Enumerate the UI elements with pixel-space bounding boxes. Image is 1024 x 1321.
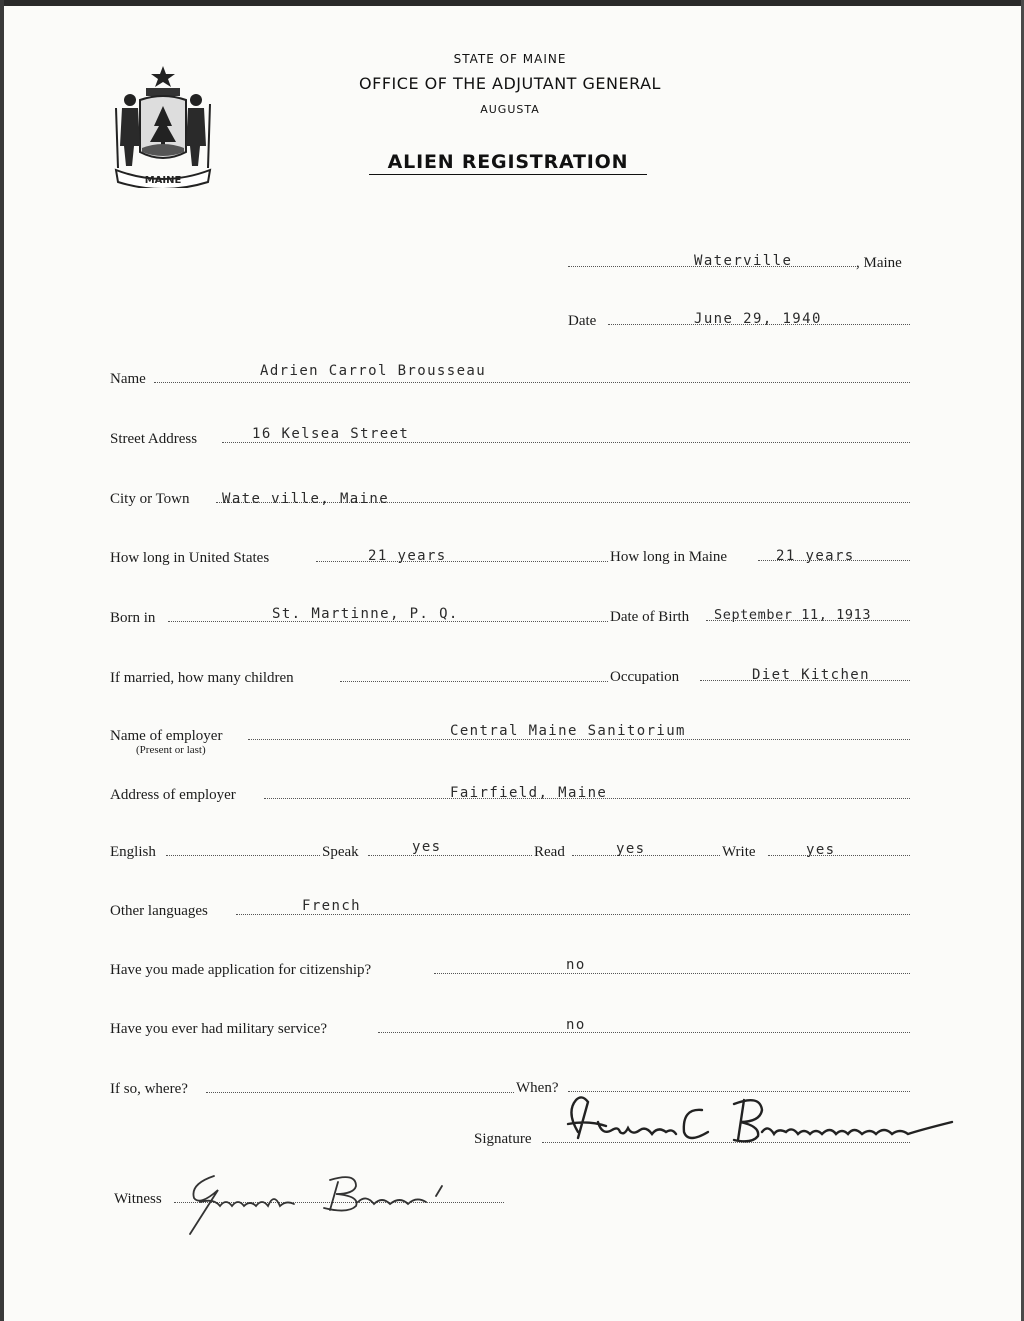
- read-label: Read: [534, 844, 565, 860]
- date-value: June 29, 1940: [694, 311, 822, 327]
- born-in-value: St. Martinne, P. Q.: [272, 606, 459, 622]
- where-line: [206, 1092, 514, 1093]
- city-value: Wate ville, Maine: [222, 491, 390, 507]
- how-long-us-value: 21 years: [368, 548, 447, 564]
- place-value: Waterville: [694, 253, 793, 269]
- children-line: [340, 681, 608, 682]
- other-languages-value: French: [302, 898, 361, 914]
- read-value: yes: [616, 841, 646, 857]
- employer-address-label: Address of employer: [110, 787, 236, 803]
- write-line: [768, 855, 910, 856]
- dob-value: September 11, 1913: [714, 607, 872, 623]
- employer-address-value: Fairfield, Maine: [450, 785, 608, 801]
- form-title: ALIEN REGISTRATION: [369, 151, 647, 175]
- scan-border-left: [0, 0, 4, 1321]
- read-line: [572, 855, 720, 856]
- how-long-maine-value: 21 years: [776, 548, 855, 564]
- header-office: OFFICE OF THE ADJUTANT GENERAL: [359, 74, 661, 93]
- citizenship-label: Have you made application for citizenship?: [110, 962, 372, 978]
- military-value: no: [566, 1017, 586, 1033]
- how-long-us-line: [316, 561, 608, 562]
- seal-banner-text: MAINE: [144, 175, 182, 186]
- applicant-signature: [548, 1092, 964, 1156]
- maine-state-seal-icon: [110, 64, 216, 188]
- speak-label: Speak: [322, 844, 359, 860]
- english-label: English: [110, 844, 156, 860]
- name-line: [154, 382, 910, 383]
- dob-label: Date of Birth: [610, 609, 690, 625]
- date-label: Date: [568, 313, 597, 329]
- header-city: AUGUSTA: [480, 103, 540, 116]
- born-in-label: Born in: [110, 610, 156, 626]
- scan-border-top: [0, 0, 1024, 6]
- header-state: STATE OF MAINE: [453, 52, 567, 66]
- signature-label: Signature: [474, 1131, 532, 1147]
- children-label: If married, how many children: [110, 670, 294, 686]
- name-label: Name: [110, 371, 146, 387]
- citizenship-line: [434, 973, 910, 974]
- name-value: Adrien Carrol Brousseau: [260, 363, 487, 379]
- place-suffix-label: , Maine: [856, 255, 902, 271]
- witness-signature: [170, 1162, 486, 1238]
- english-line: [166, 855, 320, 856]
- street-label: Street Address: [110, 431, 198, 447]
- speak-line: [368, 855, 532, 856]
- occupation-label: Occupation: [610, 669, 680, 685]
- employer-note: (Present or last): [136, 744, 206, 756]
- citizenship-value: no: [566, 957, 586, 973]
- when-label: When?: [516, 1080, 559, 1096]
- city-label: City or Town: [110, 491, 190, 507]
- how-long-maine-label: How long in Maine: [610, 549, 728, 565]
- employer-value: Central Maine Sanitorium: [450, 723, 686, 739]
- street-value: 16 Kelsea Street: [252, 426, 410, 442]
- other-languages-label: Other languages: [110, 903, 208, 919]
- speak-value: yes: [412, 839, 442, 855]
- employer-label: Name of employer: [110, 728, 223, 744]
- write-label: Write: [722, 844, 756, 860]
- military-label: Have you ever had military service?: [110, 1021, 327, 1037]
- military-line: [378, 1032, 910, 1033]
- write-value: yes: [806, 842, 836, 858]
- how-long-us-label: How long in United States: [110, 550, 270, 566]
- where-label: If so, where?: [110, 1081, 188, 1097]
- witness-label: Witness: [114, 1191, 162, 1207]
- occupation-value: Diet Kitchen: [752, 667, 870, 683]
